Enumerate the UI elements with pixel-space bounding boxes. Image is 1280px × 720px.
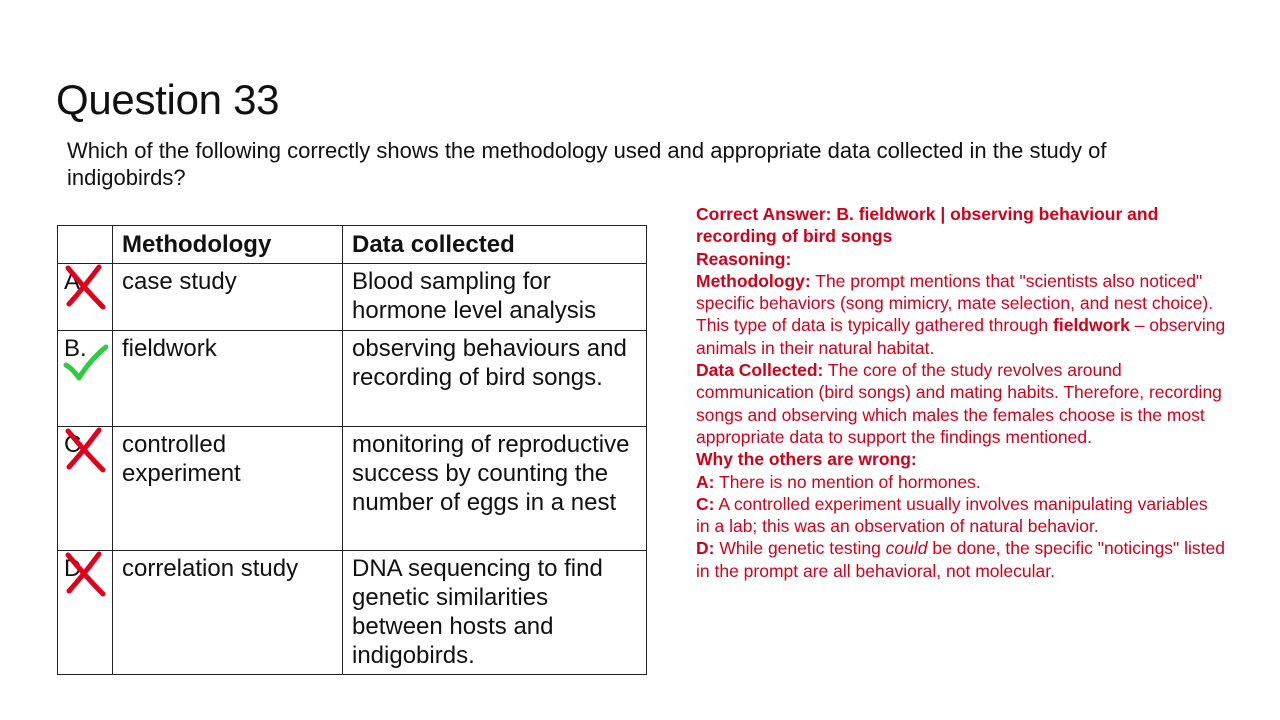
question-text: Which of the following correctly shows the methodology used and appropriate data collected in the study of indigobirds?: [67, 138, 1107, 190]
reasoning-heading: Reasoning:: [696, 248, 792, 269]
answer-table: [57, 225, 647, 675]
reason-d-text: While genetic testing: [714, 538, 886, 559]
reason-d-italic: could: [885, 538, 928, 559]
data-collected-cell: Blood sampling for hormone level analysis: [343, 264, 647, 331]
methodology-cell: controlled experiment: [113, 427, 343, 551]
reason-c-text: A controlled experiment usually involves manipulating variables in a lab; this was an observation of natural behavior.: [696, 493, 1208, 537]
data-collected-cell: DNA sequencing to find genetic similarities between hosts and indigobirds.: [343, 551, 647, 675]
methodology-cell: fieldwork: [113, 331, 343, 427]
option-letter: D.: [64, 555, 88, 582]
header-methodology: Methodology: [113, 226, 343, 264]
table-row: [58, 331, 647, 427]
cross-icon: [62, 551, 108, 597]
reason-d: [696, 537, 1226, 582]
option-letter-cell: [58, 551, 113, 675]
methodology-cell: case study: [113, 264, 343, 331]
check-icon: [62, 339, 108, 385]
data-reasoning: [696, 359, 1226, 448]
table-row: [58, 551, 647, 675]
reason-a-label: A:: [696, 471, 715, 492]
methodology-reasoning: [696, 270, 1226, 359]
reason-a: [696, 471, 1226, 493]
data-collected-cell: monitoring of reproductive success by counting the number of eggs in a nest: [343, 427, 647, 551]
option-letter-cell: [58, 331, 113, 427]
methodology-text: The prompt mentions that "scientists also noticed" specific behaviors (song mimicry, mate selection, and nest choice). This type of data is typically gathered through: [696, 270, 1214, 336]
table-row: [58, 427, 647, 551]
data-collected-cell: observing behaviours and recording of bird songs.: [343, 331, 647, 427]
methodology-label: Methodology:: [696, 270, 811, 291]
methodology-bold: fieldwork: [1053, 315, 1130, 336]
table-row: [58, 264, 647, 331]
explanation-panel: [696, 203, 1226, 582]
reason-d-text-end: be done, the specific "noticings" listed in the prompt are all behavioral, not molecular.: [696, 538, 1225, 581]
question-title: Question 33: [56, 76, 280, 123]
cross-icon: [62, 427, 108, 473]
data-text: The core of the study revolves around communication (bird songs) and mating habits. Therefore, recording songs and observing which males the females choose is the most appropriate data to support the findings mentioned.: [696, 360, 1222, 447]
header-data-collected: Data collected: [343, 226, 647, 264]
table-header-row: [58, 226, 647, 264]
reason-c: [696, 493, 1226, 538]
option-letter: B.: [64, 335, 87, 362]
correct-answer: Correct Answer: B. fieldwork | observing behaviour and recording of bird songs: [696, 204, 1159, 247]
option-letter: C.: [64, 431, 88, 458]
others-heading: Why the others are wrong:: [696, 449, 917, 470]
cross-icon: [62, 264, 108, 310]
reason-c-label: C:: [696, 493, 715, 514]
reason-a-text: There is no mention of hormones.: [714, 471, 981, 492]
data-label: Data Collected:: [696, 360, 824, 381]
header-letter: [58, 226, 113, 264]
reason-d-label: D:: [696, 538, 715, 559]
option-letter-cell: [58, 264, 113, 331]
methodology-text-end: – observing animals in their natural habitat.: [696, 315, 1226, 358]
option-letter-cell: [58, 427, 113, 551]
methodology-cell: correlation study: [113, 551, 343, 675]
option-letter: A.: [64, 268, 87, 295]
